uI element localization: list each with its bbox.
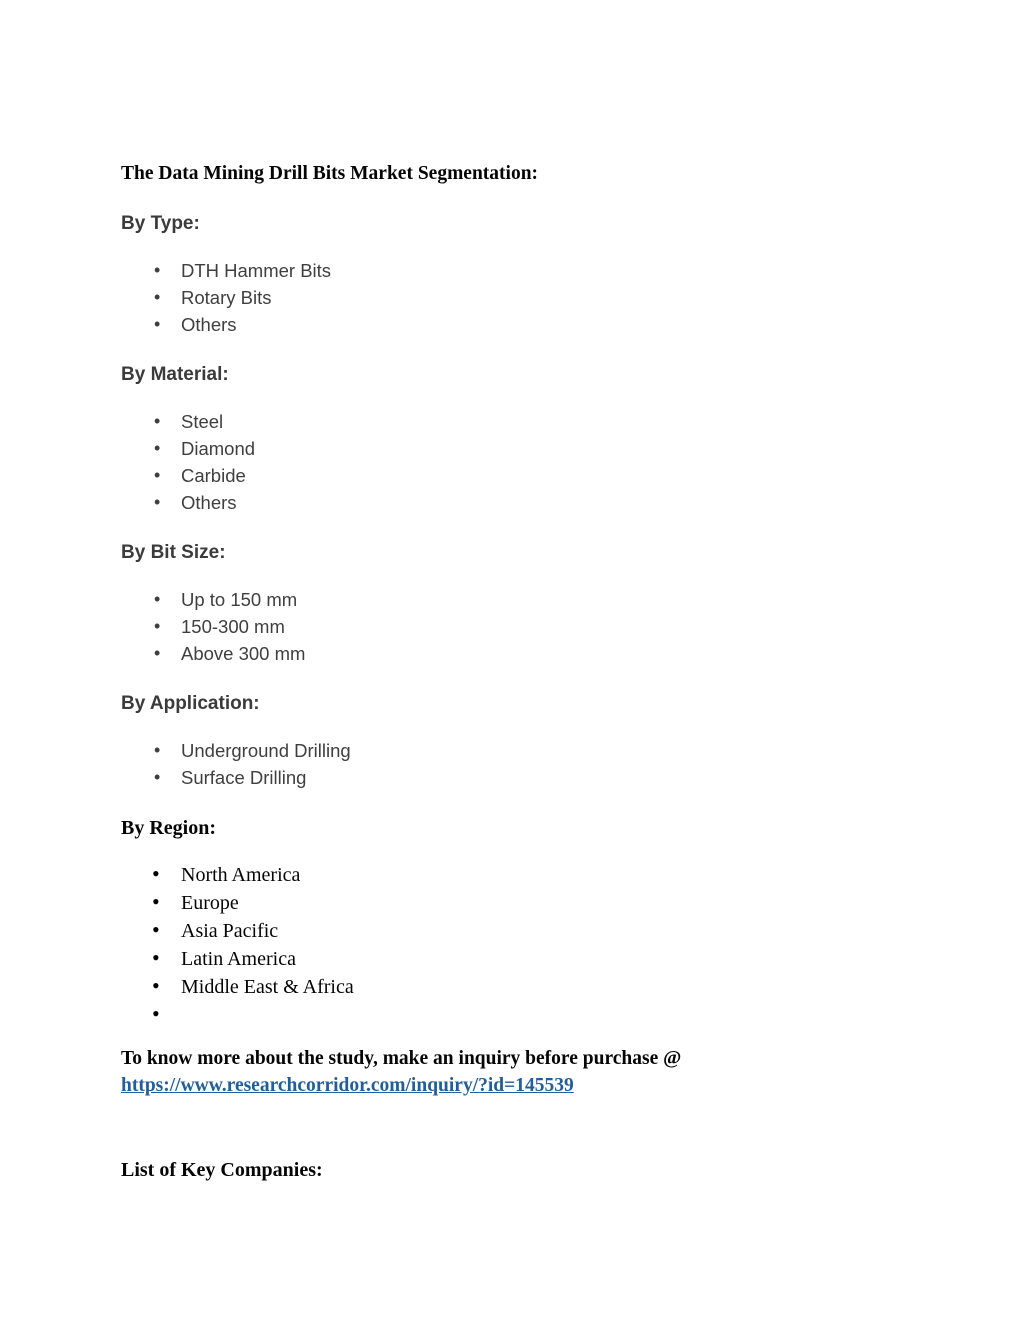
list-item: • Steel [121, 408, 924, 435]
section-heading-by-bit-size: By Bit Size: [121, 542, 226, 563]
inquiry-link[interactable]: https://www.researchcorridor.com/inquiry/?id=145539 [121, 1075, 574, 1096]
page-title: The Data Mining Drill Bits Market Segmentation: [121, 163, 539, 184]
key-companies-heading: List of Key Companies: [121, 1159, 323, 1181]
list-item: • Carbide [121, 462, 924, 489]
list-item: • Above 300 mm [121, 640, 924, 667]
section-heading-by-type: By Type: [121, 213, 200, 234]
list-item: • Latin America [121, 945, 924, 973]
section-by-material [121, 362, 924, 516]
list-item: • Up to 150 mm [121, 586, 924, 613]
list-item: • Underground Drilling [121, 737, 924, 764]
by-bit-size-list [121, 586, 924, 667]
list-item: • Diamond [121, 435, 924, 462]
list-item: • 150-300 mm [121, 613, 924, 640]
list-item: • Others [121, 311, 924, 338]
section-by-application [121, 691, 924, 791]
list-item: • Middle East & Africa [121, 973, 924, 1001]
by-region-list [121, 861, 924, 1029]
list-item: • North America [121, 861, 924, 889]
section-by-bit-size [121, 540, 924, 667]
list-item: • DTH Hammer Bits [121, 257, 924, 284]
list-item: • Europe [121, 889, 924, 917]
section-by-type [121, 211, 924, 338]
by-type-list [121, 257, 924, 338]
list-item: • Rotary Bits [121, 284, 924, 311]
section-heading-by-region: By Region: [121, 817, 216, 839]
list-item-empty [121, 1001, 924, 1029]
section-heading-by-application: By Application: [121, 693, 260, 714]
inquiry-lead-text: To know more about the study, make an inquiry before purchase @ [121, 1048, 682, 1069]
inquiry-paragraph [121, 1045, 924, 1099]
list-item: • Asia Pacific [121, 917, 924, 945]
section-by-region [121, 815, 924, 1029]
section-heading-by-material: By Material: [121, 364, 229, 385]
list-item: • Others [121, 489, 924, 516]
by-application-list [121, 737, 924, 791]
list-item: • Surface Drilling [121, 764, 924, 791]
by-material-list [121, 408, 924, 516]
